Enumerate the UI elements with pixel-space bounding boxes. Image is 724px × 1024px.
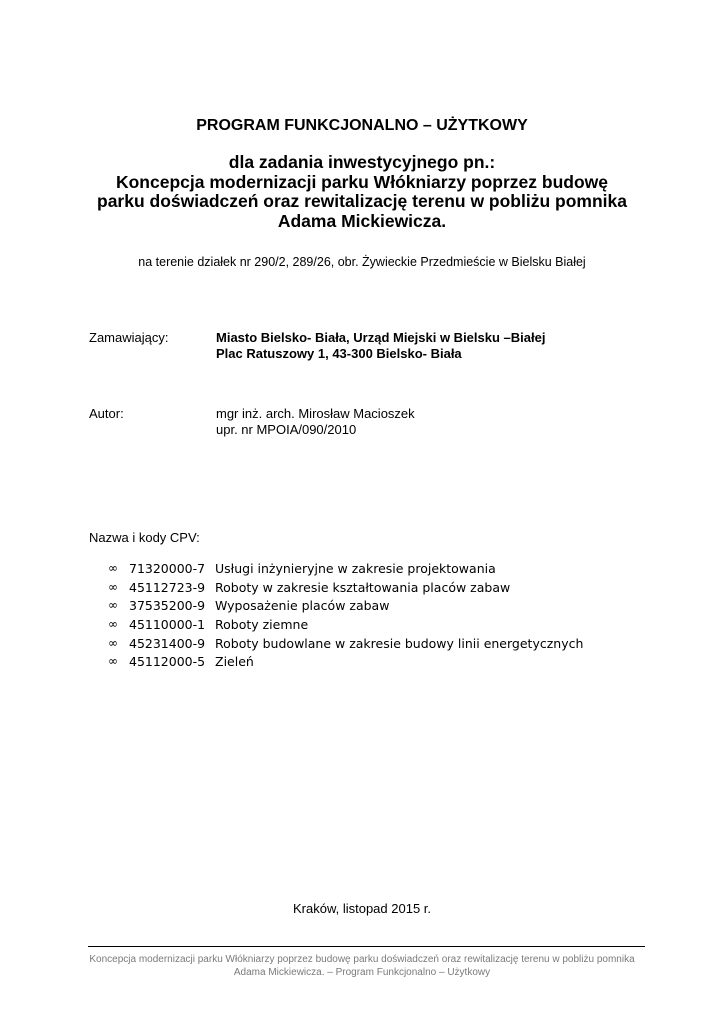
cpv-code: 37535200-9 xyxy=(129,598,206,614)
infinity-bullet-icon: ∞ xyxy=(108,617,118,632)
infinity-bullet-icon: ∞ xyxy=(108,598,118,613)
infinity-bullet-icon: ∞ xyxy=(108,561,118,575)
infinity-bullet-icon: ∞ xyxy=(108,579,118,594)
cpv-description: Roboty ziemne xyxy=(215,617,309,633)
cpv-description: Roboty w zakresie kształtowania placów zabaw xyxy=(215,579,511,595)
project-name-line: Adama Mickiewicza. xyxy=(277,210,447,231)
footer-line: Adama Mickiewicza. – Program Funkcjonalno – Użytkowy xyxy=(233,967,491,978)
plot-location: na terenie działek nr 290/2, 289/26, obr. Żywieckie Przedmieście w Bielsku Białej xyxy=(138,255,586,269)
cpv-code: 45112000-5 xyxy=(129,654,206,670)
cpv-description: Roboty budowlane w zakresie budowy linii energetycznych xyxy=(215,635,584,651)
cpv-code: 45110000-1 xyxy=(129,617,206,633)
page-footer xyxy=(0,953,724,979)
author-details xyxy=(216,406,415,438)
cpv-description: Wyposażenie placów zabaw xyxy=(215,598,390,614)
infinity-bullet-icon: ∞ xyxy=(108,635,118,650)
footer-line: Koncepcja modernizacji parku Włókniarzy poprzez budowę parku doświadczeń oraz rewitalizację terenu w pobliżu pomnika xyxy=(89,954,635,965)
project-name-line: dla zadania inwestycyjnego pn.: xyxy=(228,152,496,172)
cpv-description: Usługi inżynieryjne w zakresie projektowania xyxy=(215,561,496,576)
footer-divider xyxy=(88,946,645,947)
infinity-bullet-icon: ∞ xyxy=(108,654,118,669)
cpv-heading: Nazwa i kody CPV: xyxy=(89,530,200,545)
client-label: Zamawiający: xyxy=(89,330,169,345)
client-line: Miasto Bielsko- Biała, Urząd Miejski w Bielsku –Białej xyxy=(216,330,546,345)
document-title: PROGRAM FUNKCJONALNO – UŻYTKOWY xyxy=(196,117,528,134)
author-label: Autor: xyxy=(89,406,124,421)
author-line: upr. nr MPOIA/090/2010 xyxy=(216,422,357,437)
cpv-code: 45112723-9 xyxy=(129,579,206,595)
project-name xyxy=(0,153,724,231)
project-name-line: parku doświadczeń oraz rewitalizację terenu w pobliżu pomnika xyxy=(97,191,627,211)
cpv-code: 71320000-7 xyxy=(129,561,206,576)
project-name-line: Koncepcja modernizacji parku Włókniarzy poprzez budowę xyxy=(115,171,609,192)
client-details xyxy=(216,330,545,362)
cpv-code: 45231400-9 xyxy=(129,635,206,651)
place-and-date: Kraków, listopad 2015 r. xyxy=(292,901,432,916)
client-line: Plac Ratuszowy 1, 43-300 Bielsko- Biała xyxy=(216,346,462,361)
cpv-description: Zieleń xyxy=(215,654,254,670)
author-line: mgr inż. arch. Mirosław Macioszek xyxy=(216,406,415,421)
